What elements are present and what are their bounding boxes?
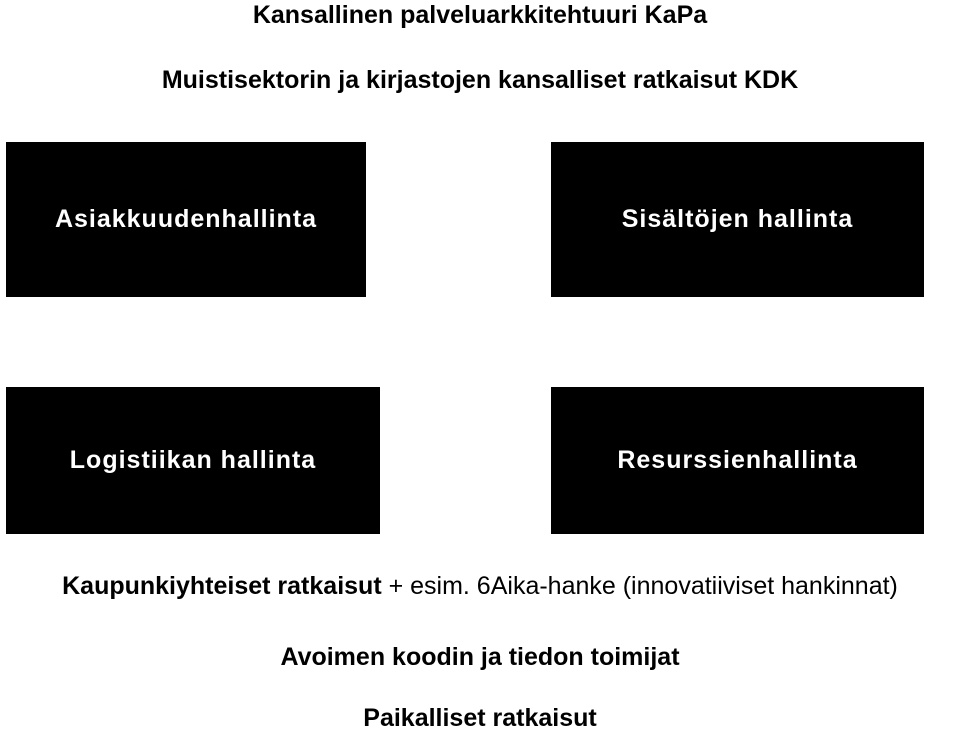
box-label: Logistiikan hallinta xyxy=(69,446,317,474)
city-solutions-line xyxy=(0,574,960,599)
box-label: Asiakkuudenhallinta xyxy=(54,205,318,233)
box-customer-management xyxy=(6,142,366,297)
diagram-title: Kansallinen palveluarkkitehtuuri KaPa xyxy=(252,1,708,29)
box-content-management xyxy=(551,142,924,297)
box-label: Resurssienhallinta xyxy=(617,446,858,474)
local-solutions-line: Paikalliset ratkaisut xyxy=(363,704,597,732)
box-logistics-management xyxy=(6,387,380,534)
diagram-subtitle: Muistisektorin ja kirjastojen kansalliset ratkaisut KDK xyxy=(161,66,799,94)
box-label: Sisältöjen hallinta xyxy=(621,205,854,233)
open-source-line: Avoimen koodin ja tiedon toimijat xyxy=(280,643,680,671)
box-resource-management xyxy=(551,387,924,534)
city-solutions-bold: Kaupunkiyhteiset ratkaisut xyxy=(62,572,382,600)
city-solutions-detail: + esim. 6Aika-hanke (innovatiiviset hankinnat) xyxy=(381,572,898,600)
